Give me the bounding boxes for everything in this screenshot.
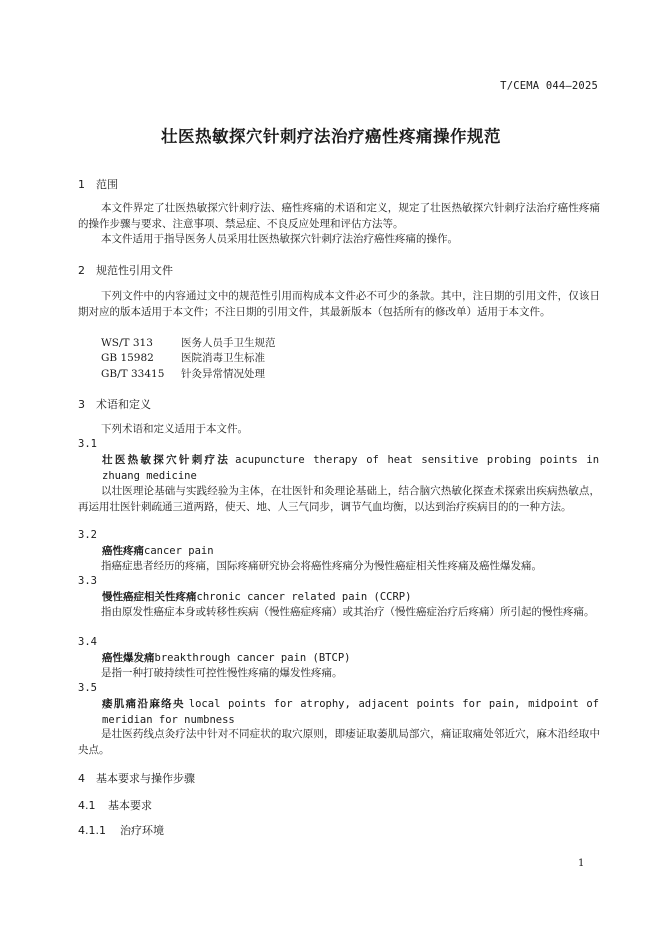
section-title: 术语和定义 [96,398,151,411]
reference-item [101,350,265,365]
section-title: 基本要求与操作步骤 [96,772,195,785]
term-heading [102,590,599,606]
term-heading [102,453,599,484]
term-chinese: 壮医热敏探穴针刺疗法 [102,454,231,466]
section-4-heading [78,770,195,786]
section-title: 基本要求 [108,799,152,812]
section-title: 治疗环境 [120,824,164,837]
term-number: 3.5 [78,682,97,694]
reference-code: WS/T 313 [101,337,153,349]
reference-name: 医院消毒卫生标准 [181,352,265,364]
section-number: 2 [78,264,85,277]
term-english: cancer pain [144,545,214,557]
reference-code: GB 15982 [101,352,154,364]
section-title: 规范性引用文件 [96,264,173,277]
page-number: 1 [578,858,585,869]
section-4-1-heading [78,797,152,813]
section-1-paragraph-1: 本文件界定了壮医热敏探穴针刺疗法、癌性疼痛的术语和定义，规定了壮医热敏探穴针刺疗法治疗癌性疼痛的操作步骤与要求、注意事项、禁忌症、不良反应处理和评估方法等。 [78,202,600,230]
term-number: 3.3 [78,575,97,587]
section-number: 4 [78,772,85,785]
term-english: acupuncture therapy of heat sensitive probing points in zhuang medicine [102,454,600,482]
document-title: 壮医热敏探穴针刺疗法治疗癌性疼痛操作规范 [161,127,501,146]
reference-code: GB/T 33415 [101,368,165,380]
term-chinese: 慢性癌症相关性疼痛 [102,591,197,603]
section-1-paragraph-2: 本文件适用于指导医务人员采用壮医热敏探穴针刺疗法治疗癌性疼痛的操作。 [101,233,458,245]
term-number: 3.1 [78,438,97,450]
section-3-heading [78,396,151,412]
term-chinese: 癌性爆发痛 [102,652,155,664]
term-definition: 指由原发性癌症本身或转移性疾病（慢性癌症疼痛）或其治疗（慢性癌症治疗后疼痛）所引起的慢性疼痛。 [101,606,595,618]
section-number: 4.1 [78,799,96,812]
section-1-heading [78,176,118,192]
term-chinese: 痿肌痛沿麻络央 [102,698,185,710]
term-english: local points for atrophy, adjacent points for pain, midpoint of meridian for numbness [102,698,600,726]
term-chinese: 癌性疼痛 [102,545,144,557]
section-number: 1 [78,178,85,191]
reference-name: 医务人员手卫生规范 [181,337,276,349]
term-definition: 以壮医理论基础与实践经验为主体，在壮医针和灸理论基础上，结合脑穴热敏化探查术探索出疾病热敏点，再运用壮医针刺疏通三道两路，使天、地、人三气同步，调节气血均衡，以达到治疗疾病目的的一种方法。 [78,485,600,513]
term-heading [102,651,599,667]
reference-item [101,335,276,350]
term-heading [102,697,599,728]
term-heading [102,544,599,560]
term-definition: 是指一种打破持续性可控性慢性疼痛的爆发性疼痛。 [101,667,343,679]
term-number: 3.2 [78,529,97,541]
term-english: breakthrough cancer pain (BTCP) [154,652,351,664]
term-definition: 指癌症患者经历的疼痛，国际疼痛研究协会将癌性疼痛分为慢性癌症相关性疼痛及癌性爆发痛。 [101,560,542,572]
section-title: 范围 [96,178,118,191]
reference-item [101,366,265,381]
section-2-heading [78,262,173,278]
section-4-1-1-heading [78,822,164,838]
section-3-intro: 下列术语和定义适用于本文件。 [101,423,248,435]
section-number: 4.1.1 [78,824,106,837]
section-number: 3 [78,398,85,411]
section-2-paragraph: 下列文件中的内容通过文中的规范性引用而构成本文件必不可少的条款。其中，注日期的引用文件，仅该日期对应的版本适用于本文件；不注日期的引用文件，其最新版本（包括所有的修改单）适用于本文件。 [78,290,600,318]
reference-name: 针灸异常情况处理 [181,368,265,380]
term-definition: 是壮医药线点灸疗法中针对不同症状的取穴原则，即痿证取萎肌局部穴，痛证取痛处邻近穴，麻木沿经取中央点。 [78,728,600,756]
term-english: chronic cancer related pain (CCRP) [196,591,412,603]
term-number: 3.4 [78,636,97,648]
standard-number: T/CEMA 044—2025 [500,80,598,92]
